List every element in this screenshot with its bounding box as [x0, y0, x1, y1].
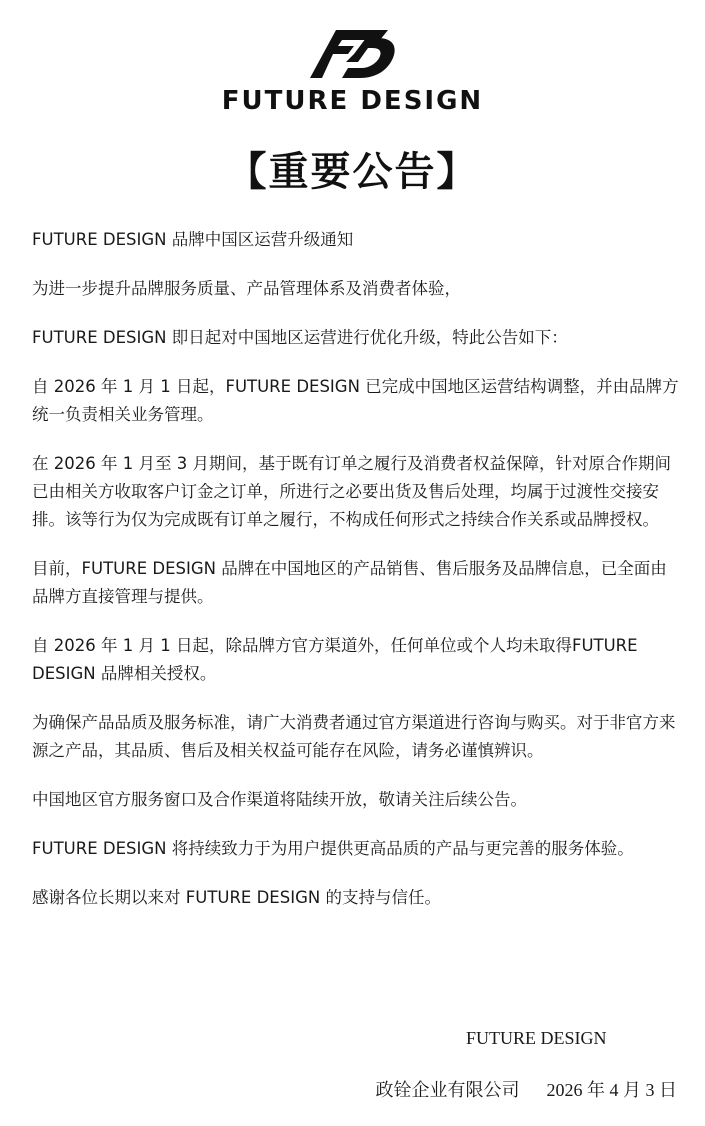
signature-company: 政铨企业有限公司 [375, 1080, 520, 1100]
notice-paragraph: 为确保产品品质及服务标准，请广大消费者通过官方渠道进行咨询与购买。对于非官方来源之产品，其品质、售后及相关权益可能存在风险，请务必谨慎辨识。 [32, 713, 676, 760]
notice-paragraph: 为进一步提升品牌服务质量、产品管理体系及消费者体验， [32, 279, 461, 298]
fd-monogram-icon [308, 28, 398, 80]
brand-logo [0, 28, 705, 116]
signature-date: 2026 年 4 月 3 日 [546, 1080, 677, 1100]
notice-paragraph: 感谢各位长期以来对 FUTURE DESIGN 的支持与信任。 [32, 888, 441, 907]
notice-paragraph: FUTURE DESIGN 即日起对中国地区运营进行优化升级，特此公告如下： [32, 328, 568, 347]
notice-paragraph: FUTURE DESIGN 品牌中国区运营升级通知 [32, 230, 354, 249]
notice-paragraph: 自 2026 年 1 月 1 日起，FUTURE DESIGN 已完成中国地区运营结构调整，并由品牌方统一负责相关业务管理。 [32, 377, 679, 424]
notice-paragraph: FUTURE DESIGN 将持续致力于为用户提供更高品质的产品与更完善的服务体验。 [32, 839, 634, 858]
notice-paragraph: 目前，FUTURE DESIGN 品牌在中国地区的产品销售、售后服务及品牌信息，已全面由品牌方直接管理与提供。 [32, 559, 667, 606]
notice-body [32, 226, 680, 933]
notice-paragraph: 中国地区官方服务窗口及合作渠道将陆续开放，敬请关注后续公告。 [32, 790, 527, 809]
notice-title: 【重要公告】 [226, 148, 479, 195]
signature-name: FUTURE DESIGN [466, 1028, 607, 1048]
brand-wordmark: FUTURE DESIGN [221, 86, 484, 116]
notice-paragraph: 自 2026 年 1 月 1 日起，除品牌方官方渠道外，任何单位或个人均未取得FUTURE DESIGN 品牌相关授权。 [32, 636, 638, 683]
signature-line [376, 1076, 678, 1102]
notice-paragraph: 在 2026 年 1 月至 3 月期间，基于既有订单之履行及消费者权益保障，针对原合作期间已由相关方收取客户订金之订单，所进行之必要出货及售后处理，均属于过渡性交接安排。该等行为仅为完成既有订单之履行，不构成任何形式之持续合作关系或品牌授权。 [32, 454, 671, 529]
